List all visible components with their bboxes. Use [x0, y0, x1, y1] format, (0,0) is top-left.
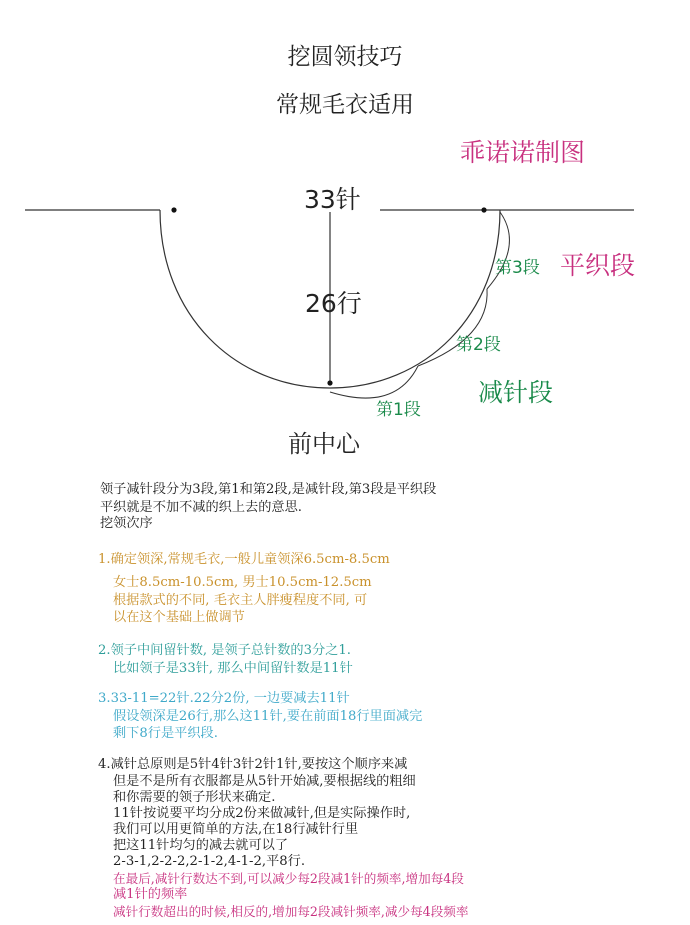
step2-line: 比如领子是33针, 那么中间留针数是11针: [113, 661, 353, 676]
step1-line: 根据款式的不同, 毛衣主人胖瘦程度不同, 可: [113, 593, 368, 608]
segment3-label: 第3段: [495, 258, 540, 278]
step4-note-line: 在最后,减针行数达不到,可以减少每2段减1针的频率,增加每4段: [113, 871, 464, 886]
intro-line: 领子减针段分为3段,第1和第2段,是减针段,第3段是平织段: [100, 482, 437, 497]
intro-line: 挖领次序: [100, 516, 153, 531]
flat-section-label: 平织段: [560, 251, 636, 280]
step4-line: 把这11针均匀的减去就可以了: [113, 838, 289, 853]
step2-line: 2.领子中间留针数, 是领子总针数的3分之1.: [98, 643, 351, 658]
step4-line: 我们可以用更简单的方法,在18行减针行里: [113, 822, 359, 837]
marker-dot-left: [171, 207, 176, 212]
step1-line: 以在这个基础上做调节: [113, 610, 245, 625]
center-label: 前中心: [288, 430, 360, 458]
decrease-section-label: 减针段: [478, 378, 554, 407]
segment1-label: 第1段: [376, 400, 421, 420]
marker-dot-right: [481, 207, 486, 212]
segment2-label: 第2段: [456, 335, 501, 355]
step4-line: 11针按说要平均分成2份来做减针,但是实际操作时,: [113, 806, 411, 821]
step1-line: 1.确定领深,常规毛衣,一般儿童领深6.5cm-8.5cm: [98, 552, 390, 567]
depth-label: 26行: [305, 289, 362, 318]
step4-note-line: 减针行数超出的时候,相反的,增加每2段减针频率,减少每4段频率: [113, 904, 469, 919]
step4-line: 4.减针总原则是5针4针3针2针1针,要按这个顺序来减: [98, 757, 408, 772]
author-credit: 乖诺诺制图: [460, 138, 586, 167]
width-label: 33针: [304, 185, 361, 214]
step3-line: 剩下8行是平织段.: [113, 726, 218, 741]
page-title: 挖圆领技巧: [287, 44, 403, 70]
step4-note-line: 减1针的频率: [113, 887, 188, 902]
intro-line: 平织就是不加不减的织上去的意思.: [100, 500, 303, 515]
marker-dot-center: [327, 380, 332, 385]
step4-line: 但是不是所有衣服都是从5针开始减,要根据线的粗细: [113, 774, 416, 789]
page-subtitle: 常规毛衣适用: [276, 92, 414, 118]
step4-line: 和你需要的领子形状来确定.: [113, 790, 276, 805]
step3-line: 3.33-11=22针.22分2份, 一边要减去11针: [98, 691, 350, 706]
step3-line: 假设领深是26行,那么这11针,要在前面18行里面减完: [113, 709, 423, 724]
step1-line: 女士8.5cm-10.5cm, 男士10.5cm-12.5cm: [113, 575, 372, 590]
step4-line: 2-3-1,2-2-2,2-1-2,4-1-2,平8行.: [113, 854, 306, 869]
